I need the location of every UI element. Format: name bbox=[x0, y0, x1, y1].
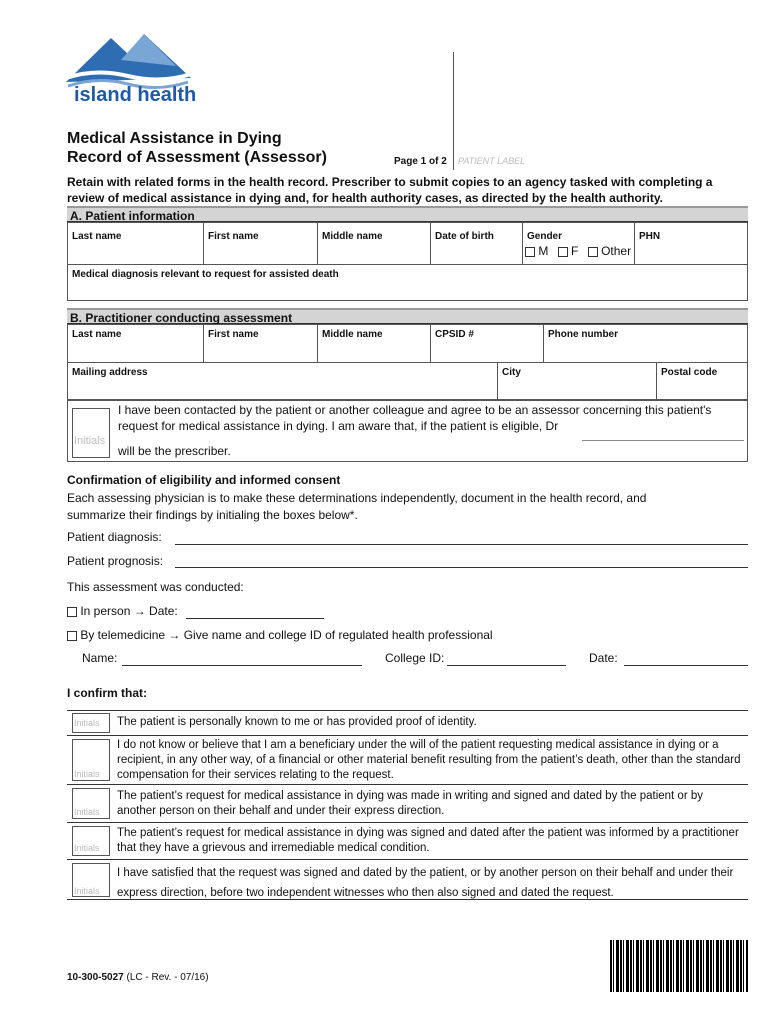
gender-f-label: F bbox=[571, 244, 579, 258]
agreement-line3: will be the prescriber. bbox=[118, 444, 231, 458]
form-title-line1: Medical Assistance in Dying bbox=[67, 130, 282, 147]
confirm-row-written bbox=[67, 785, 748, 823]
confirm-item-4: The patient’s request for medical assistance in dying was signed and dated after the patient was informed by a practitioner that they have a grievous and irremediable medical condition. bbox=[117, 827, 739, 854]
college-id-field[interactable] bbox=[447, 665, 566, 666]
form-number-code: 10-300-5027 bbox=[67, 972, 124, 983]
diagnosis-label: Medical diagnosis relevant to request for assisted death bbox=[72, 269, 339, 280]
divider bbox=[317, 222, 318, 264]
mailing-address-label: Mailing address bbox=[72, 367, 148, 378]
page-number: Page 1 of 2 bbox=[394, 156, 447, 167]
name-field[interactable] bbox=[122, 665, 362, 666]
agreement-line1: I have been contacted by the patient or another colleague and agree to be an assessor concerning this patient's bbox=[118, 403, 712, 417]
initials-label: Initials bbox=[74, 843, 100, 853]
divider bbox=[430, 324, 431, 362]
divider bbox=[634, 222, 635, 264]
patient-prognosis-field[interactable] bbox=[175, 567, 748, 568]
confirm-row-identity bbox=[67, 711, 748, 736]
initials-label: Initials bbox=[74, 718, 100, 728]
telemedicine-row bbox=[67, 628, 493, 642]
initials-label: Initials bbox=[74, 769, 100, 779]
practitioner-last-name-label: Last name bbox=[72, 329, 122, 340]
patient-first-name-label: First name bbox=[208, 231, 259, 242]
phone-label: Phone number bbox=[548, 329, 619, 340]
divider bbox=[656, 362, 657, 400]
form-title-line2: Record of Assessment (Assessor) bbox=[67, 149, 327, 166]
city-label: City bbox=[502, 367, 521, 378]
initials-label: Initials bbox=[74, 886, 100, 896]
confirm-that-title: I confirm that: bbox=[67, 686, 147, 700]
confirm-item-1: The patient is personally known to me or has provided proof of identity. bbox=[117, 716, 477, 728]
patient-phn-label: PHN bbox=[639, 231, 661, 242]
patient-label-placeholder: PATIENT LABEL bbox=[458, 156, 526, 166]
postal-code-label: Postal code bbox=[661, 367, 718, 378]
confirm-item-5: I have satisfied that the request was signed and dated by the patient, or by another person on their behalf and under their express direction, before two independent witnesses who then also signed and dated the request. bbox=[117, 867, 734, 899]
in-person-checkbox[interactable] bbox=[67, 607, 77, 617]
patient-middle-name-label: Middle name bbox=[322, 231, 383, 242]
form-revision: (LC - Rev. - 07/16) bbox=[126, 972, 209, 983]
practitioner-middle-name-label: Middle name bbox=[322, 329, 383, 340]
gender-other-checkbox[interactable] bbox=[588, 247, 598, 257]
practitioner-first-name-label: First name bbox=[208, 329, 259, 340]
patient-diagnosis-field[interactable] bbox=[175, 544, 748, 545]
divider bbox=[317, 324, 318, 362]
gender-f-checkbox[interactable] bbox=[558, 247, 568, 257]
conducted-label: This assessment was conducted: bbox=[67, 580, 244, 594]
in-person-label: In person → Date: bbox=[80, 604, 178, 618]
patient-prognosis-label: Patient prognosis: bbox=[67, 554, 164, 568]
cpsid-label: CPSID # bbox=[435, 329, 474, 340]
agreement-initials-box[interactable] bbox=[72, 408, 110, 458]
confirmation-intro: Each assessing physician is to make these determinations independently, document in the health record, and summarize their findings by initialing the boxes below*. bbox=[67, 491, 647, 522]
divider bbox=[67, 362, 748, 363]
patient-diagnosis-label: Patient diagnosis: bbox=[67, 530, 162, 544]
divider bbox=[67, 264, 748, 265]
prescriber-name-field[interactable] bbox=[582, 440, 744, 441]
name-label: Name: bbox=[82, 651, 118, 665]
initials-label: Initials bbox=[74, 435, 106, 447]
in-person-date-field[interactable] bbox=[186, 618, 324, 619]
gender-m-label: M bbox=[538, 244, 549, 258]
logo-text: island health bbox=[74, 84, 197, 106]
gender-m-checkbox[interactable] bbox=[525, 247, 535, 257]
mountain-logo-icon bbox=[66, 30, 191, 90]
in-person-row bbox=[67, 604, 178, 618]
retain-instructions: Retain with related forms in the health record. Prescriber to submit copies to an agency tasked with completing a review of medical assistance in dying and, for health authority cases, as directed by the health authority. bbox=[67, 175, 713, 205]
patient-dob-label: Date of birth bbox=[435, 231, 494, 242]
divider bbox=[203, 324, 204, 362]
divider bbox=[497, 362, 498, 400]
agreement-line2: request for medical assistance in dying. I am aware that, if the patient is eligible, Dr bbox=[118, 419, 559, 433]
divider bbox=[203, 222, 204, 264]
patient-last-name-label: Last name bbox=[72, 231, 122, 242]
confirmation-title: Confirmation of eligibility and informed consent bbox=[67, 473, 341, 487]
divider bbox=[522, 222, 523, 264]
date-field[interactable] bbox=[624, 665, 748, 666]
section-b-header: B. Practitioner conducting assessment bbox=[67, 308, 748, 324]
divider bbox=[543, 324, 544, 362]
college-id-label: College ID: bbox=[385, 651, 445, 665]
confirm-item-3: The patient’s request for medical assistance in dying was made in writing and signed and dated by the patient or by another person on their behalf and under their express direction. bbox=[117, 790, 703, 817]
confirm-row-informed bbox=[67, 823, 748, 860]
gender-other-label: Other bbox=[601, 244, 632, 258]
barcode bbox=[610, 940, 748, 992]
divider bbox=[430, 222, 431, 264]
confirm-item-2: I do not know or believe that I am a beneficiary under the will of the patient requesting medical assistance in dying or a recipient, in any other way, of a financial or other material benefit resulting from the patient’s death, other than the standard compensation for their services relating to the request. bbox=[117, 739, 741, 781]
telemedicine-label: By telemedicine → Give name and college ID of regulated health professional bbox=[80, 628, 493, 642]
section-a-header: A. Patient information bbox=[67, 206, 748, 222]
telemedicine-checkbox[interactable] bbox=[67, 631, 77, 641]
form-number bbox=[67, 972, 209, 983]
date-label: Date: bbox=[589, 651, 618, 665]
confirm-row-beneficiary bbox=[67, 736, 748, 785]
island-health-logo bbox=[66, 30, 197, 110]
gender-options bbox=[525, 244, 631, 258]
patient-gender-label: Gender bbox=[527, 231, 563, 242]
confirm-row-witnesses bbox=[67, 860, 748, 900]
initials-label: Initials bbox=[74, 807, 100, 817]
patient-label-divider bbox=[453, 52, 454, 170]
